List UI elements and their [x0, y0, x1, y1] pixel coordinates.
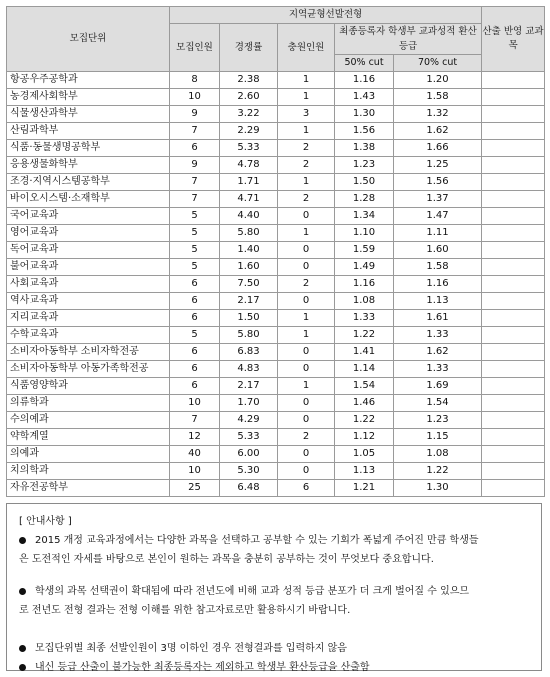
cut50-cell: 1.16	[335, 72, 394, 89]
cut50-cell: 1.41	[335, 344, 394, 361]
unit-name-cell: 약학계열	[7, 429, 170, 446]
unit-name-cell: 의류학과	[7, 395, 170, 412]
capacity-cell: 6	[170, 293, 220, 310]
unit-name-cell: 항공우주공학과	[7, 72, 170, 89]
admission-results-table-wrap	[6, 6, 544, 497]
table-row	[7, 276, 545, 293]
cut50-cell: 1.22	[335, 327, 394, 344]
capacity-cell: 7	[170, 191, 220, 208]
capacity-cell: 9	[170, 106, 220, 123]
bullet-icon	[19, 645, 26, 652]
extra-cell: 1	[278, 378, 335, 395]
unit-name-cell: 소비자아동학부 소비자학전공	[7, 344, 170, 361]
header-cut50: 50% cut	[335, 55, 394, 72]
unit-name-cell: 조경·지역시스템공학부	[7, 174, 170, 191]
cut70-cell: 1.15	[394, 429, 482, 446]
table-row	[7, 480, 545, 497]
subjects-cell	[482, 259, 545, 276]
capacity-cell: 9	[170, 157, 220, 174]
extra-cell: 6	[278, 480, 335, 497]
subjects-cell	[482, 378, 545, 395]
cut70-cell: 1.58	[394, 89, 482, 106]
cut50-cell: 1.22	[335, 412, 394, 429]
subjects-cell	[482, 242, 545, 259]
extra-cell: 0	[278, 412, 335, 429]
subjects-cell	[482, 106, 545, 123]
subjects-cell	[482, 72, 545, 89]
table-row	[7, 310, 545, 327]
header-grade-group	[335, 24, 482, 55]
capacity-cell: 10	[170, 395, 220, 412]
cut70-cell: 1.11	[394, 225, 482, 242]
extra-cell: 0	[278, 293, 335, 310]
rate-cell: 2.29	[220, 123, 278, 140]
subjects-cell	[482, 344, 545, 361]
unit-name-cell: 불어교육과	[7, 259, 170, 276]
table-row	[7, 361, 545, 378]
capacity-cell: 10	[170, 89, 220, 106]
rate-cell: 4.40	[220, 208, 278, 225]
table-row	[7, 327, 545, 344]
notice-bullet-1-line-2: 은 도전적인 자세를 바탕으로 본인이 원하는 과목을 충분히 공부하는 것이 무엇보다 중요합니다.	[19, 554, 434, 565]
subjects-cell	[482, 446, 545, 463]
cut70-cell: 1.58	[394, 259, 482, 276]
table-row	[7, 395, 545, 412]
bullet-icon	[19, 664, 26, 671]
capacity-cell: 6	[170, 140, 220, 157]
capacity-cell: 5	[170, 259, 220, 276]
rate-cell: 4.29	[220, 412, 278, 429]
table-row	[7, 157, 545, 174]
cut50-cell: 1.46	[335, 395, 394, 412]
subjects-cell	[482, 293, 545, 310]
cut70-cell: 1.47	[394, 208, 482, 225]
subjects-cell	[482, 191, 545, 208]
unit-name-cell: 바이오시스템·소재학부	[7, 191, 170, 208]
extra-cell: 1	[278, 327, 335, 344]
cut70-cell: 1.22	[394, 463, 482, 480]
cut70-cell: 1.62	[394, 123, 482, 140]
subjects-cell	[482, 480, 545, 497]
capacity-cell: 5	[170, 225, 220, 242]
cut70-cell: 1.37	[394, 191, 482, 208]
extra-cell: 2	[278, 140, 335, 157]
extra-cell: 0	[278, 242, 335, 259]
header-grade-group-label: 최종등록자 학생부 교과성적 환산등급	[339, 26, 477, 52]
extra-cell: 1	[278, 123, 335, 140]
rate-cell: 1.70	[220, 395, 278, 412]
table-row	[7, 293, 545, 310]
unit-name-cell: 농경제사회학부	[7, 89, 170, 106]
subjects-cell	[482, 140, 545, 157]
subjects-cell	[482, 327, 545, 344]
table-row	[7, 72, 545, 89]
cut70-cell: 1.25	[394, 157, 482, 174]
cut50-cell: 1.43	[335, 89, 394, 106]
notice-bullet-4	[19, 658, 531, 677]
unit-name-cell: 자유전공학부	[7, 480, 170, 497]
subjects-cell	[482, 208, 545, 225]
table-row	[7, 191, 545, 208]
extra-cell: 1	[278, 174, 335, 191]
unit-name-cell: 식품영양학과	[7, 378, 170, 395]
unit-name-cell: 식물생산과학부	[7, 106, 170, 123]
extra-cell: 2	[278, 191, 335, 208]
notice-title: [ 안내사항 ]	[19, 516, 72, 527]
extra-cell: 2	[278, 276, 335, 293]
rate-cell: 1.71	[220, 174, 278, 191]
subjects-cell	[482, 174, 545, 191]
capacity-cell: 6	[170, 361, 220, 378]
cut50-cell: 1.10	[335, 225, 394, 242]
header-unit: 모집단위	[7, 7, 170, 72]
rate-cell: 6.48	[220, 480, 278, 497]
extra-cell: 0	[278, 463, 335, 480]
cut50-cell: 1.50	[335, 174, 394, 191]
capacity-cell: 6	[170, 344, 220, 361]
rate-cell: 7.50	[220, 276, 278, 293]
subjects-cell	[482, 89, 545, 106]
table-row	[7, 208, 545, 225]
capacity-cell: 5	[170, 242, 220, 259]
unit-name-cell: 소비자아동학부 아동가족학전공	[7, 361, 170, 378]
capacity-cell: 25	[170, 480, 220, 497]
notice-bullet-1	[19, 531, 531, 550]
rate-cell: 5.30	[220, 463, 278, 480]
subjects-cell	[482, 123, 545, 140]
capacity-cell: 5	[170, 208, 220, 225]
table-row	[7, 140, 545, 157]
notice-bullet-2-line-2: 로 전년도 전형 결과는 전형 이해를 위한 참고자료로만 활용하시기 바랍니다.	[19, 605, 351, 616]
cut50-cell: 1.34	[335, 208, 394, 225]
capacity-cell: 6	[170, 310, 220, 327]
cut50-cell: 1.54	[335, 378, 394, 395]
capacity-cell: 10	[170, 463, 220, 480]
cut70-cell: 1.13	[394, 293, 482, 310]
rate-cell: 6.83	[220, 344, 278, 361]
table-row	[7, 259, 545, 276]
rate-cell: 6.00	[220, 446, 278, 463]
notice-box	[6, 503, 542, 671]
extra-cell: 1	[278, 89, 335, 106]
extra-cell: 0	[278, 344, 335, 361]
cut50-cell: 1.59	[335, 242, 394, 259]
header-subjects	[482, 7, 545, 72]
extra-cell: 0	[278, 446, 335, 463]
unit-name-cell: 국어교육과	[7, 208, 170, 225]
notice-spacer	[19, 569, 531, 582]
table-row	[7, 429, 545, 446]
extra-cell: 3	[278, 106, 335, 123]
notice-bullet-3	[19, 639, 531, 658]
rate-cell: 1.40	[220, 242, 278, 259]
table-body	[7, 72, 545, 497]
subjects-cell	[482, 276, 545, 293]
table-row	[7, 344, 545, 361]
cut70-cell: 1.66	[394, 140, 482, 157]
capacity-cell: 6	[170, 276, 220, 293]
rate-cell: 4.71	[220, 191, 278, 208]
rate-cell: 5.80	[220, 327, 278, 344]
subjects-cell	[482, 157, 545, 174]
cut50-cell: 1.30	[335, 106, 394, 123]
subjects-cell	[482, 395, 545, 412]
notice-bullet-2	[19, 582, 531, 601]
cut50-cell: 1.23	[335, 157, 394, 174]
table-row	[7, 174, 545, 191]
rate-cell: 2.17	[220, 293, 278, 310]
notice-bullet-2-line-1: 학생의 과목 선택권이 확대됨에 따라 전년도에 비해 교과 성적 등급 분포가 더 크게 벌어질 수 있으므	[35, 586, 470, 597]
cut70-cell: 1.60	[394, 242, 482, 259]
header-rate: 경쟁률	[220, 24, 278, 72]
capacity-cell: 12	[170, 429, 220, 446]
cut70-cell: 1.33	[394, 327, 482, 344]
rate-cell: 4.78	[220, 157, 278, 174]
cut70-cell: 1.20	[394, 72, 482, 89]
table-row	[7, 378, 545, 395]
cut70-cell: 1.32	[394, 106, 482, 123]
rate-cell: 2.60	[220, 89, 278, 106]
cut70-cell: 1.08	[394, 446, 482, 463]
cut50-cell: 1.33	[335, 310, 394, 327]
cut50-cell: 1.21	[335, 480, 394, 497]
table-row	[7, 89, 545, 106]
subjects-cell	[482, 225, 545, 242]
extra-cell: 1	[278, 310, 335, 327]
rate-cell: 5.33	[220, 140, 278, 157]
notice-bullet-1-line-1: 2015 개정 교육과정에서는 다양한 과목을 선택하고 공부할 수 있는 기회가 폭넓게 주어진 만큼 학생들	[35, 535, 479, 546]
rate-cell: 1.50	[220, 310, 278, 327]
rate-cell: 3.22	[220, 106, 278, 123]
rate-cell: 2.17	[220, 378, 278, 395]
cut50-cell: 1.12	[335, 429, 394, 446]
subjects-cell	[482, 412, 545, 429]
cut50-cell: 1.16	[335, 276, 394, 293]
capacity-cell: 6	[170, 378, 220, 395]
table-row	[7, 106, 545, 123]
cut50-cell: 1.56	[335, 123, 394, 140]
cut70-cell: 1.23	[394, 412, 482, 429]
notice-bullet-3-text: 모집단위별 최종 선발인원이 3명 이하인 경우 전형결과를 입력하지 않음	[35, 643, 347, 654]
subjects-cell	[482, 361, 545, 378]
unit-name-cell: 의예과	[7, 446, 170, 463]
bullet-icon	[19, 588, 26, 595]
cut70-cell: 1.56	[394, 174, 482, 191]
capacity-cell: 40	[170, 446, 220, 463]
subjects-cell	[482, 463, 545, 480]
header-extra: 충원인원	[278, 24, 335, 72]
notice-bullet-4-text: 내신 등급 산출이 불가능한 최종등록자는 제외하고 학생부 환산등급을 산출함	[35, 662, 370, 673]
rate-cell: 5.33	[220, 429, 278, 446]
unit-name-cell: 독어교육과	[7, 242, 170, 259]
unit-name-cell: 식품·동물생명공학부	[7, 140, 170, 157]
subjects-cell	[482, 310, 545, 327]
cut70-cell: 1.30	[394, 480, 482, 497]
capacity-cell: 7	[170, 412, 220, 429]
table-row	[7, 242, 545, 259]
unit-name-cell: 수의예과	[7, 412, 170, 429]
cut50-cell: 1.14	[335, 361, 394, 378]
cut70-cell: 1.54	[394, 395, 482, 412]
header-subjects-label: 산출 반영 교과목	[482, 26, 544, 51]
extra-cell: 0	[278, 395, 335, 412]
header-cut70: 70% cut	[394, 55, 482, 72]
notice-spacer	[19, 620, 531, 639]
capacity-cell: 7	[170, 123, 220, 140]
subjects-cell	[482, 429, 545, 446]
table-row	[7, 225, 545, 242]
capacity-cell: 7	[170, 174, 220, 191]
cut70-cell: 1.62	[394, 344, 482, 361]
cut50-cell: 1.05	[335, 446, 394, 463]
cut70-cell: 1.61	[394, 310, 482, 327]
rate-cell: 4.83	[220, 361, 278, 378]
unit-name-cell: 지리교육과	[7, 310, 170, 327]
extra-cell: 0	[278, 361, 335, 378]
extra-cell: 1	[278, 225, 335, 242]
cut50-cell: 1.08	[335, 293, 394, 310]
unit-name-cell: 영어교육과	[7, 225, 170, 242]
capacity-cell: 5	[170, 327, 220, 344]
cut50-cell: 1.28	[335, 191, 394, 208]
rate-cell: 1.60	[220, 259, 278, 276]
bullet-icon	[19, 537, 26, 544]
cut50-cell: 1.38	[335, 140, 394, 157]
cut50-cell: 1.13	[335, 463, 394, 480]
header-capacity: 모집인원	[170, 24, 220, 72]
table-row	[7, 463, 545, 480]
admission-results-table	[6, 6, 545, 497]
cut70-cell: 1.33	[394, 361, 482, 378]
unit-name-cell: 수학교육과	[7, 327, 170, 344]
unit-name-cell: 사회교육과	[7, 276, 170, 293]
extra-cell: 1	[278, 72, 335, 89]
table-row	[7, 123, 545, 140]
rate-cell: 2.38	[220, 72, 278, 89]
header-group: 지역균형선발전형	[170, 7, 482, 24]
cut70-cell: 1.69	[394, 378, 482, 395]
cut50-cell: 1.49	[335, 259, 394, 276]
rate-cell: 5.80	[220, 225, 278, 242]
extra-cell: 0	[278, 208, 335, 225]
unit-name-cell: 산림과학부	[7, 123, 170, 140]
cut70-cell: 1.16	[394, 276, 482, 293]
extra-cell: 2	[278, 429, 335, 446]
extra-cell: 2	[278, 157, 335, 174]
table-row	[7, 412, 545, 429]
unit-name-cell: 응용생물화학부	[7, 157, 170, 174]
unit-name-cell: 역사교육과	[7, 293, 170, 310]
extra-cell: 0	[278, 259, 335, 276]
unit-name-cell: 치의학과	[7, 463, 170, 480]
capacity-cell: 8	[170, 72, 220, 89]
table-row	[7, 446, 545, 463]
